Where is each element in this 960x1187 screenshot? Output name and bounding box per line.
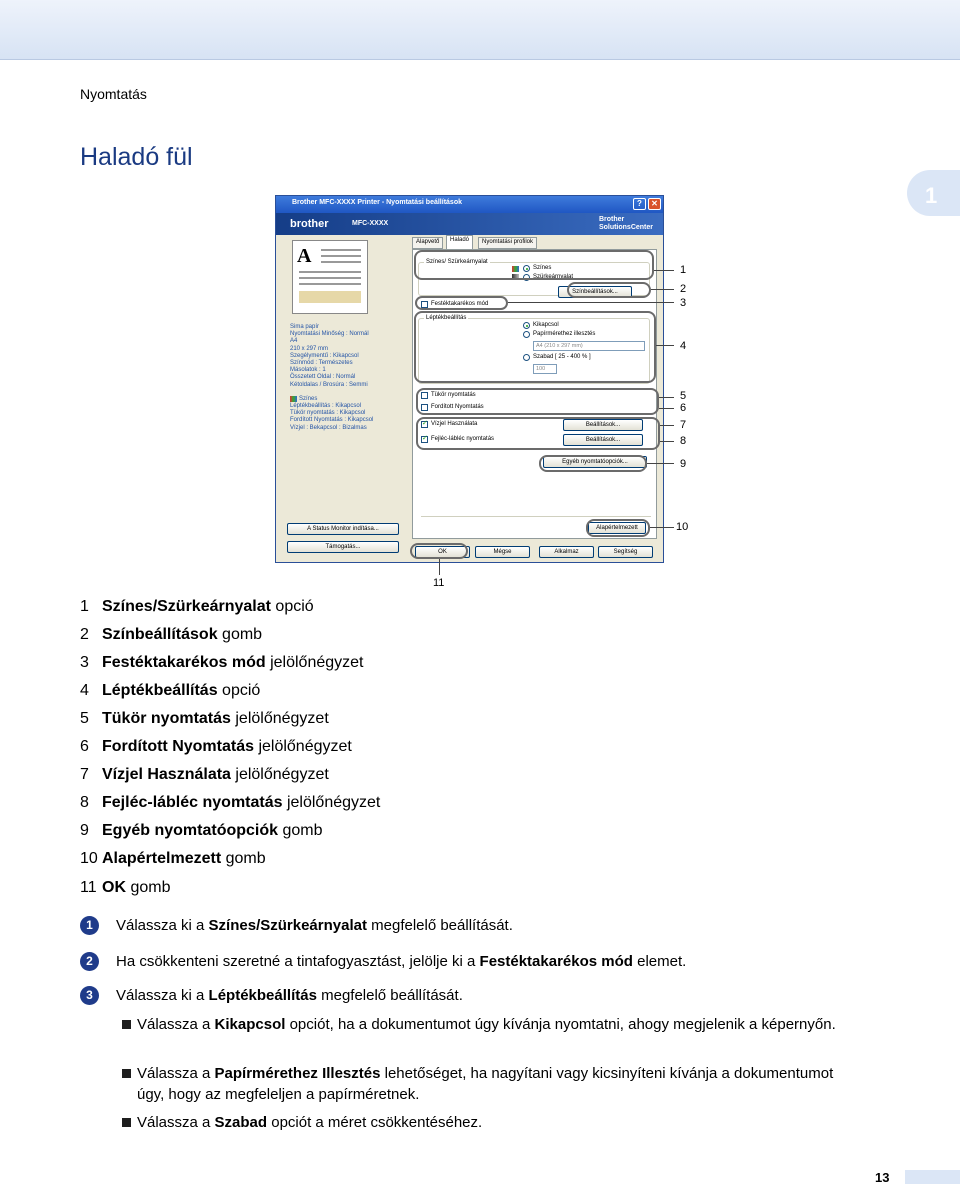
scaling-percent-input[interactable]: 100 [533, 364, 557, 374]
other-print-options-button[interactable]: Egyéb nyomtatóopciók... [543, 456, 647, 468]
status-monitor-button[interactable]: A Status Monitor indítása... [287, 523, 399, 535]
preview-line [321, 255, 361, 257]
cancel-button[interactable]: Mégse [475, 546, 530, 558]
step-post: megfelelő beállítását. [316, 987, 463, 1004]
scaling-free-radio[interactable] [523, 354, 530, 361]
leader-line [654, 270, 674, 271]
bullet-square-icon [122, 1118, 131, 1127]
legend-number: 1 [80, 598, 89, 615]
step-number: 3 [80, 986, 99, 1005]
grayscale-icon [512, 274, 519, 280]
legend-text [102, 794, 380, 812]
brand-bar [276, 213, 663, 235]
watermark-settings-button[interactable]: Beállítások... [563, 419, 643, 431]
legend-term: Léptékbeállítás [102, 682, 218, 699]
legend-desc: opció [270, 598, 314, 615]
summary-line: A4 [290, 338, 298, 345]
mirror-print-label: Tükör nyomtatás [431, 392, 476, 398]
summary-line [290, 396, 400, 403]
leader-line [656, 345, 674, 346]
legend-term: Tükör nyomtatás [102, 710, 231, 727]
help-icon[interactable]: ? [633, 198, 646, 210]
summary-line: Tükör nyomtatás : Kikapcsol [290, 410, 366, 417]
solutions-center-link[interactable] [599, 216, 653, 232]
support-button[interactable]: Támogatás... [287, 541, 399, 553]
legend-number: 2 [80, 626, 89, 643]
printer-settings-dialog [275, 195, 664, 563]
preview-image [299, 291, 361, 303]
step-pre: Ha csökkenteni szeretné a tintafogyasztást, jelölje ki a [116, 953, 480, 970]
reverse-print-label: Fordított Nyomtatás [431, 404, 484, 410]
toner-save-checkbox[interactable] [421, 301, 428, 308]
color-radio-label: Színes [533, 265, 552, 271]
legend-desc: jelölőnégyzet [230, 710, 329, 727]
callout-number: 4 [680, 340, 687, 352]
grayscale-radio[interactable] [523, 274, 530, 281]
leader-line [647, 463, 674, 464]
summary-line: Összetett Oldal : Normál [290, 374, 356, 381]
tab-print-profiles[interactable]: Nyomtatási profilok [478, 237, 537, 249]
summary-line: Fordított Nyomtatás : Kikapcsol [290, 417, 374, 424]
legend-text [102, 850, 266, 868]
legend-number: 11 [80, 879, 97, 896]
scaling-off-label: Kikapcsol [533, 322, 559, 328]
legend-desc: gomb [126, 879, 171, 896]
bullet-text [137, 1014, 862, 1035]
callout-number: 1 [680, 264, 687, 276]
summary-line: Másolatok : 1 [290, 367, 326, 374]
bullet-square-icon [122, 1020, 131, 1029]
color-swatch-icon [290, 396, 297, 402]
page-preview [292, 240, 368, 314]
scaling-group-label: Léptékbeállítás [426, 315, 467, 321]
legend-number: 8 [80, 794, 89, 811]
step-term: Festéktakarékos mód [479, 953, 633, 970]
legend-term: Alapértelmezett [102, 850, 222, 867]
legend-term: Színes/Szürkeárnyalat [102, 598, 271, 615]
toner-save-label: Festéktakarékos mód [431, 301, 489, 307]
watermark-checkbox[interactable] [421, 421, 428, 428]
step-text [116, 953, 686, 970]
step-text [116, 917, 513, 934]
legend-desc: jelölőnégyzet [282, 794, 381, 811]
chapter-tab: 1 [907, 170, 960, 216]
page-number: 13 [875, 1170, 890, 1185]
legend-text [102, 766, 329, 784]
callout-number: 9 [680, 458, 687, 470]
callout-number: 8 [680, 435, 687, 447]
summary-line: Szegélymentű : Kikapcsol [290, 352, 359, 359]
preview-letter: A [297, 245, 312, 267]
apply-button[interactable]: Alkalmaz [539, 546, 594, 558]
leader-line [650, 527, 674, 528]
legend-desc: jelölőnégyzet [265, 654, 364, 671]
legend-text [102, 738, 352, 756]
legend-term: Színbeállítások [102, 626, 218, 643]
grayscale-radio-label: Szürkeárnyalat [533, 274, 574, 280]
bullet-pre: Válassza a [137, 1065, 215, 1082]
dialog-titlebar [276, 196, 663, 213]
bullet-term: Kikapcsol [214, 1016, 286, 1033]
callout-number: 11 [433, 577, 445, 589]
tab-basic[interactable]: Alapvető [412, 237, 443, 249]
summary-spacer [290, 389, 400, 396]
leader-line [660, 425, 674, 426]
page-top-band [0, 0, 960, 60]
legend-number: 5 [80, 710, 89, 727]
page-title: Haladó fül [80, 143, 193, 171]
summary-line: 210 x 297 mm [290, 345, 329, 352]
callout-number: 7 [680, 419, 687, 431]
bullet-square-icon [122, 1069, 131, 1078]
solutions-line2: SolutionsCenter [598, 224, 653, 231]
color-radio[interactable] [523, 265, 530, 272]
leader-line [439, 559, 440, 575]
leader-line [508, 302, 674, 303]
header-footer-settings-button[interactable]: Beállítások... [563, 434, 643, 446]
bullet-post: lehetőséget, ha nagyítani vagy kicsinyíteni kívánja a dokumentumot úgy, hogy az megfeleljen a papírméretnek. [137, 1065, 834, 1103]
scaling-fit-label: Papírmérethez illesztés [533, 331, 596, 337]
dialog-title: Brother MFC-XXXX Printer - Nyomtatási beállítások [292, 199, 462, 206]
leader-line [659, 397, 674, 398]
step-number: 1 [80, 916, 99, 935]
legend-number: 10 [80, 850, 98, 867]
close-icon[interactable]: ✕ [648, 198, 661, 210]
callout-number: 2 [680, 283, 687, 295]
bullet-text [137, 1063, 862, 1105]
legend-desc: jelölőnégyzet [254, 738, 352, 755]
summary-line: Kétoldalas / Brosúra : Semmi [290, 381, 368, 388]
bullet-term: Szabad [214, 1114, 268, 1131]
legend-text [102, 682, 260, 700]
legend-text [102, 598, 314, 616]
legend-text [102, 879, 170, 897]
legend-number: 9 [80, 822, 89, 839]
default-button[interactable]: Alapértelmezett [588, 522, 646, 534]
watermark-label: Vízjel Használata [431, 421, 478, 427]
model-label: MFC-XXXX [352, 220, 389, 227]
callout-number: 3 [680, 297, 687, 309]
color-settings-button[interactable]: Színbeállítások... [558, 286, 632, 298]
bullet-text [137, 1112, 862, 1133]
color-icon [512, 266, 519, 272]
header-footer-checkbox[interactable] [421, 436, 428, 443]
scaling-free-label: Szabad [ 25 - 400 % ] [533, 354, 591, 360]
legend-term: Egyéb nyomtatóopciók [102, 822, 279, 839]
brother-logo: brother [290, 218, 329, 230]
leader-line [659, 408, 674, 409]
summary-line: Léptékbeállítás : Kikapcsol [290, 403, 362, 410]
legend-text [102, 822, 323, 840]
legend-number: 3 [80, 654, 89, 671]
bullet-pre: Válassza a [137, 1016, 215, 1033]
legend-term: Fordított Nyomtatás [102, 738, 254, 755]
step-term: Színes/Szürkeárnyalat [208, 917, 367, 934]
step-pre: Válassza ki a [116, 917, 209, 934]
callout-number: 6 [680, 402, 687, 414]
legend-text [102, 654, 363, 672]
help-button[interactable]: Segítség [598, 546, 653, 558]
advanced-pane [412, 249, 657, 539]
solutions-line1: Brother [598, 216, 625, 223]
legend-term: Vízjel Használata [102, 766, 231, 783]
legend-number: 4 [80, 682, 89, 699]
bullet-post: opciót a méret csökkentéséhez. [267, 1114, 483, 1131]
reverse-print-checkbox[interactable] [421, 404, 428, 411]
step-post: elemet. [632, 953, 687, 970]
leader-line [660, 441, 674, 442]
scaling-off-radio[interactable] [523, 322, 530, 329]
ok-button[interactable]: OK [415, 546, 470, 558]
paper-size-select[interactable]: A4 (210 x 297 mm) [533, 341, 645, 351]
bullet-pre: Válassza a [137, 1114, 215, 1131]
step-post: megfelelő beállítását. [366, 917, 513, 934]
bullet-term: Papírmérethez Illesztés [214, 1065, 381, 1082]
step-text [116, 987, 463, 1004]
scaling-fit-radio[interactable] [523, 331, 530, 338]
legend-text [102, 626, 262, 644]
legend-term: OK [102, 879, 126, 896]
section-header: Nyomtatás [80, 86, 147, 102]
summary-color: Színes [299, 395, 318, 402]
pane-divider [421, 516, 651, 517]
legend-desc: opció [217, 682, 261, 699]
summary-line: Színmód : Természetes [290, 360, 353, 367]
preview-line [299, 271, 361, 273]
tab-advanced[interactable]: Haladó [446, 235, 473, 249]
bullet-post: opciót, ha a dokumentumot úgy kívánja nyomtatni, ahogy megjelenik a képernyőn. [285, 1016, 836, 1033]
legend-desc: gomb [278, 822, 323, 839]
legend-desc: gomb [221, 850, 266, 867]
callout-number: 5 [680, 390, 687, 402]
legend-desc: jelölőnégyzet [230, 766, 329, 783]
legend-term: Fejléc-lábléc nyomtatás [102, 794, 283, 811]
summary-line: Vízjel : Bekapcsol : Bizalmas [290, 424, 367, 431]
preview-line [321, 261, 361, 263]
callout-number: 10 [676, 521, 689, 533]
legend-term: Festéktakarékos mód [102, 654, 266, 671]
leader-line [651, 289, 674, 290]
legend-number: 6 [80, 738, 89, 755]
legend-desc: gomb [217, 626, 263, 643]
legend-text [102, 710, 329, 728]
legend-number: 7 [80, 766, 89, 783]
mirror-print-checkbox[interactable] [421, 392, 428, 399]
color-group-label: Színes/ Szürkeárnyalat [426, 259, 488, 265]
step-pre: Válassza ki a [116, 987, 209, 1004]
summary-line: Nyomtatási Minőség : Normál [290, 331, 369, 338]
preview-line [299, 283, 361, 285]
preview-line [299, 277, 361, 279]
header-footer-label: Fejléc-lábléc nyomtatás [431, 436, 495, 442]
step-number: 2 [80, 952, 99, 971]
preview-line [321, 249, 361, 251]
summary-line: Sima papír [290, 324, 320, 330]
page-number-bar [905, 1170, 960, 1184]
settings-summary [290, 324, 400, 432]
step-term: Léptékbeállítás [208, 987, 317, 1004]
